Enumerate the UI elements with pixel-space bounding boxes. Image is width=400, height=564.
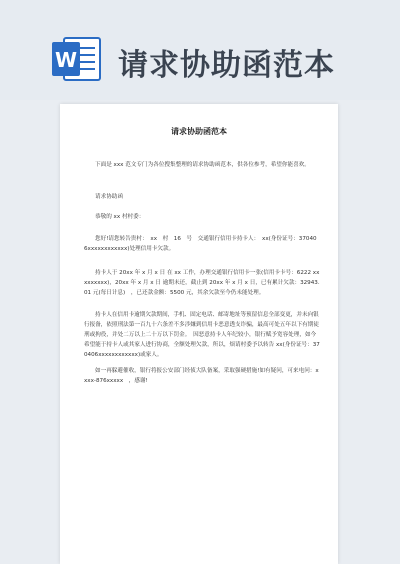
banner-title: 请求协助函范本 (118, 48, 335, 83)
word-document-icon (50, 36, 102, 82)
request-paragraph: 您好!请您转告贵村： xx 村 16 号 交通银行信用卡持卡人： xx(身份证号：370406xxxxxxxxxxxx)处理信用卡欠款。 (84, 236, 317, 252)
document-heading: 请求协助函范本 (171, 127, 227, 136)
legal-warning-paragraph: 持卡人在信用卡逾期欠款期间，手机、固定电话、邮寄地址等预留信息全部变更，并未向银行报备，依照刑法第一百九十六条差不多涉嫌到信用卡恶意透支诈骗，最高可处五年以下有期徒刑或拘役，并处二万以上二十万以下罚金。 因恶意持卡人年纪较小，银行赋予宽容处理，如今希望能于持卡人或其家人进行协商，全额处理欠款，所以，烦请村委予以转告 xx(身份证号：370406xxxxxxxxxxxx)或家人。 (84, 312, 320, 358)
word-icon-letter: W (54, 48, 78, 72)
letter-heading: 请求协助函 (95, 194, 123, 200)
debt-details-paragraph: 持卡人于 20xx 年 x 月 x 日 在 xx 工作，办理交通银行信用卡一张(信用卡卡号：6222 xxxxxxxxx)，20xx 年 x 月 x 日 逾期未还，截止到 20xx 年 x 月 x 日，已有累计欠款：32943.01 元(每日计息) ，已还款金额：5500 元，其余欠款至今仍未能处理。 (84, 270, 320, 296)
intro-paragraph: 下面是 xxx 范文专门为各位搜集整理的请求协助函范本，供各位参考，希望你能喜欢。 (95, 162, 310, 168)
salutation: 恭敬的 xx 村村委： (95, 214, 145, 220)
document-page (60, 104, 338, 564)
closing-paragraph: 如一再躲避催收，银行将报公安部门经侦大队备案，采取强硬措施!如有疑问，可来电问：xxxx-876xxxxx ，感谢! (84, 368, 319, 384)
header-banner (0, 0, 400, 100)
